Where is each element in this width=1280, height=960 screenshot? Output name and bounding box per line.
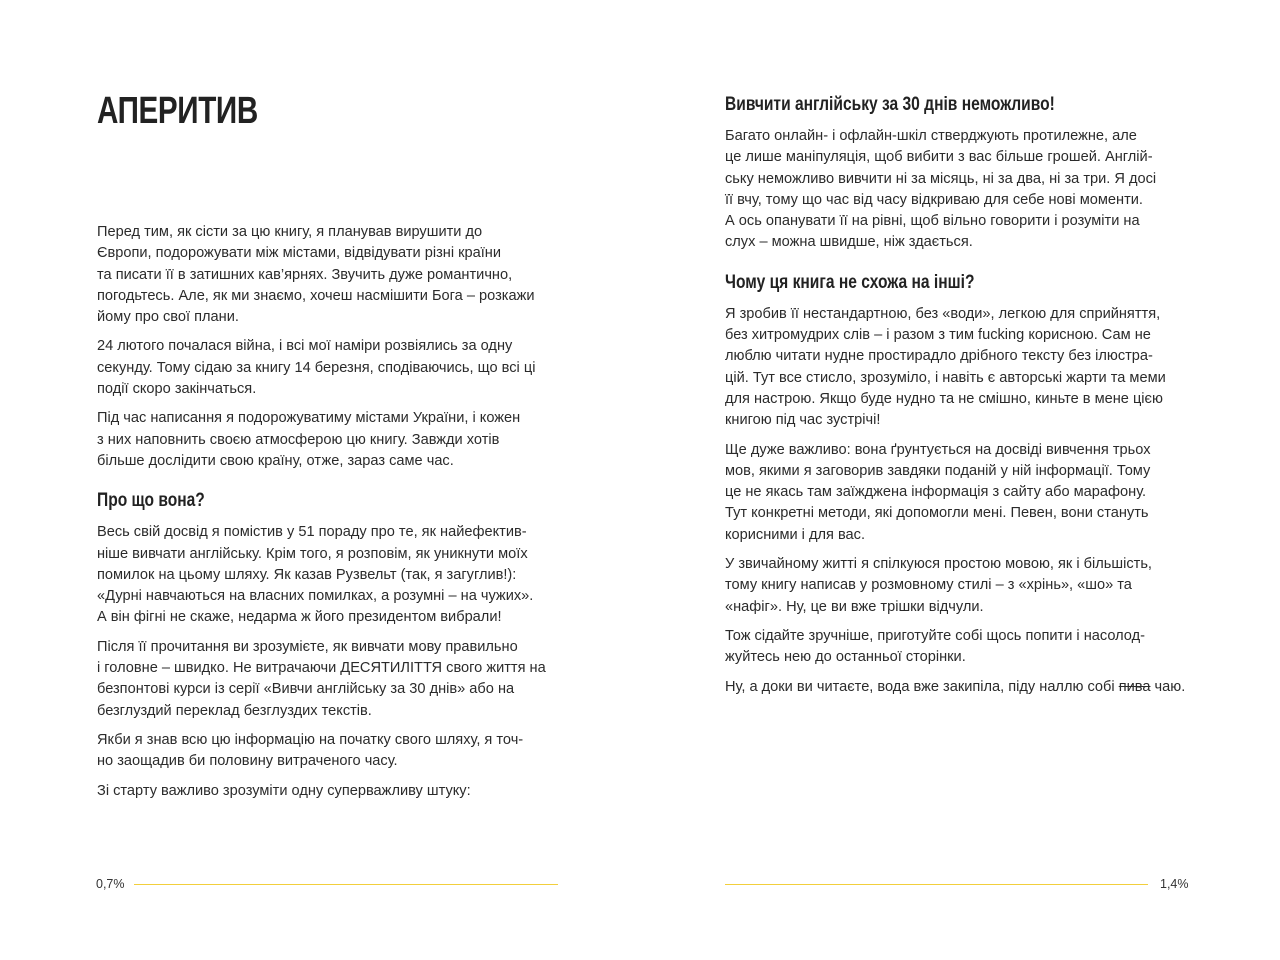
progress-label-left: 0,7% (96, 877, 125, 891)
closing-line-end: чаю. (1150, 678, 1186, 695)
right-page (640, 0, 1280, 960)
closing-line (725, 677, 1187, 698)
footer-rule-right (725, 884, 1148, 885)
section-heading-about: Про що вона? (97, 490, 205, 512)
section-paragraph: Багато онлайн- і офлайн-шкіл стверджують протилежне, але це лише маніпуляція, щоб вибити з вас більше грошей. Англій- ську неможливо вивчити ні за місяць, ні за два, ні за три. Я досі її вчу, тому що час від часу відкриваю для себе нові моменти. А ось опанувати її на рівні, щоб вільно говорити і розуміти на слух – можна швидше, ніж здається. (725, 128, 1157, 251)
section-heading-different: Чому ця книга не схожа на інші? (725, 271, 975, 293)
section-paragraph: Тож сідайте зручніше, приготуйте собі щось попити і насолод- жуйтесь нею до останньої сторінки. (725, 627, 1145, 666)
intro-paragraph: 24 лютого почалася війна, і всі мої наміри розвіялись за одну секунду. Тому сідаю за книгу 14 березня, сподіваючись, що всі ці події скоро закінчаться. (97, 338, 536, 398)
closing-line-struck: пива (1118, 678, 1151, 695)
right-column (725, 94, 1187, 706)
section-paragraph: Ще дуже важливо: вона ґрунтується на досвіді вивчення трьох мов, якими я заговорив завдяки поданій у ній інформації. Тому це не якась там заїжджена інформація з сайту або марафону. Тут конкретні методи, які допомогли мені. Певен, вони стануть корисними і для вас. (725, 441, 1151, 543)
section-heading-30-days: Вивчити англійську за 30 днів неможливо! (725, 94, 1055, 115)
section-paragraph: У звичайному житті я спілкуюся простою мовою, як і більшість, тому книгу написав у розмовному стилі – з «хрінь», «шо» та «нафіг». Ну, це ви вже трішки відчули. (725, 556, 1152, 615)
progress-label-right: 1,4% (1160, 877, 1189, 891)
intro-paragraph: Перед тим, як сісти за цю книгу, я планував вирушити до Європи, подорожувати між містами, відвідувати різні країни та писати її в затишних кав’ярнях. Звучить дуже романтично, погодьтесь. Але, як ми знаємо, хочеш насмішити Бога – розкажи йому про свої плани. (97, 224, 535, 326)
chapter-title: АПЕРИТИВ (97, 90, 258, 132)
section-paragraph: Після її прочитання ви зрозумієте, як вивчати мову правильно і головне – швидко. Не витрачаючи ДЕСЯТИЛІТТЯ свого життя на безпонтові курси із серії «Вивчи англійську за 30 днів» або на безглуздий переклад безглуздих текстів. (97, 638, 546, 719)
intro-paragraph: Під час написання я подорожуватиму містами України, і кожен з них наповнить своєю атмосферою цю книгу. Завжди хотів більше дослідити свою країну, отже, зараз саме час. (97, 410, 521, 469)
footer-rule-left (134, 884, 558, 885)
section-paragraph: Зі старту важливо зрозуміти одну суперважливу штуку: (97, 782, 471, 799)
left-column (97, 222, 559, 810)
section-paragraph: Весь свій досвід я помістив у 51 пораду про те, як найефектив- ніше вивчати англійську. Крім того, я розповім, як уникнути моїх помилок на цьому шляху. Як казав Рузвельт (так, я загуглив!): «Дурні навчаються на власних помилках, а розумні – на чужих». А він фігні не скаже, недарма ж його президентом вибрали! (97, 524, 534, 626)
section-paragraph: Я зробив її нестандартною, без «води», легкою для сприйняття, без хитромудрих слів – і разом з тим fucking корисною. Сам не люблю читати нудне простирадло дрібного тексту без ілюстра- цій. Тут все стисло, зрозуміло, і навіть є авторські жарти та меми для настрою. Якщо буде нудно та не смішно, киньте в мене цією книгою під час зустрічі! (725, 305, 1166, 429)
section-paragraph: Якби я знав всю цю інформацію на початку свого шляху, я точ- но заощадив би половину витраченого часу. (97, 731, 524, 770)
closing-line-start: Ну, а доки ви читаєте, вода вже закипіла, піду наллю собі (725, 678, 1119, 695)
